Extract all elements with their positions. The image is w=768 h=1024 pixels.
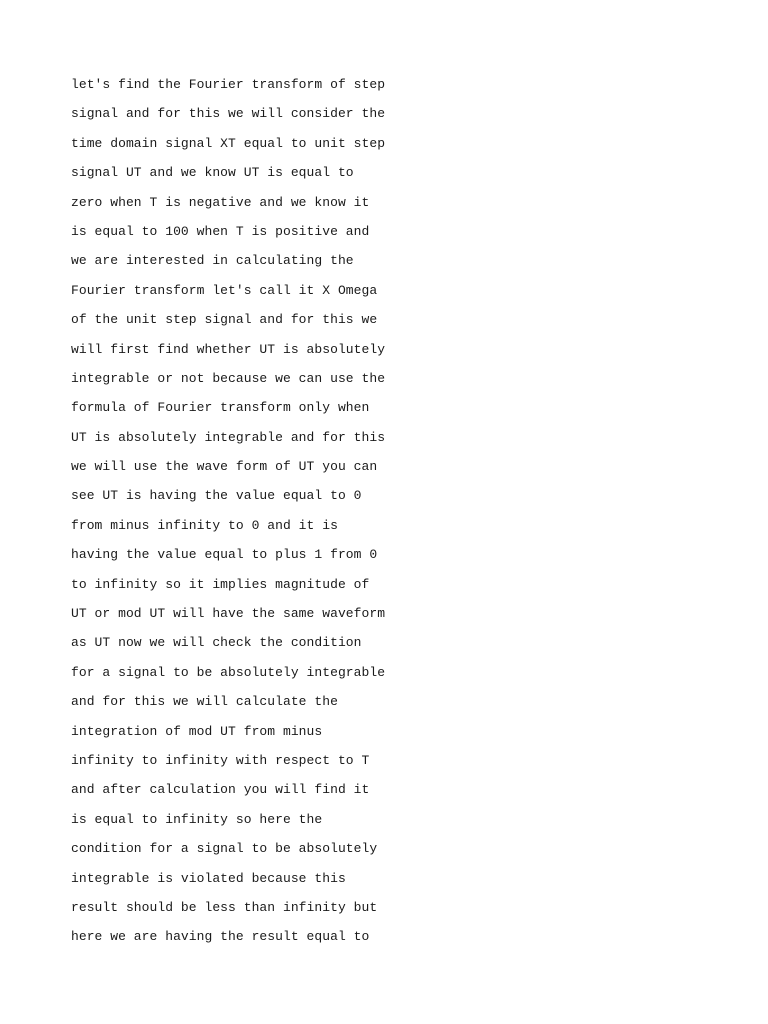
text-line: integrable or not because we can use the [71, 370, 386, 386]
text-line: condition for a signal to be absolutely [71, 841, 378, 857]
text-line: integration of mod UT from minus [71, 723, 323, 739]
text-line: here we are having the result equal to [71, 929, 370, 945]
text-line: integrable is violated because this [71, 870, 346, 886]
text-line: let's find the Fourier transform of step [71, 77, 386, 92]
text-line: formula of Fourier transform only when [71, 400, 370, 416]
text-line: time domain signal XT equal to unit step [71, 135, 386, 151]
text-line: UT or mod UT will have the same waveform [71, 606, 386, 622]
text-line: and after calculation you will find it [71, 782, 370, 798]
text-line: is equal to infinity so here the [71, 811, 323, 827]
text-line: UT is absolutely integrable and for this [71, 429, 386, 445]
text-line: is equal to 100 when T is positive and [71, 223, 370, 239]
text-line: signal and for this we will consider the [71, 106, 386, 122]
text-line: Fourier transform let's call it X Omega [71, 282, 378, 298]
text-line: signal UT and we know UT is equal to [71, 165, 354, 181]
text-line: having the value equal to plus 1 from 0 [71, 547, 378, 563]
text-line: will first find whether UT is absolutely [71, 341, 386, 357]
text-line: for a signal to be absolutely integrable [71, 664, 386, 680]
text-line: to infinity so it implies magnitude of [71, 576, 370, 592]
text-line: see UT is having the value equal to 0 [71, 488, 362, 504]
text-line: we are interested in calculating the [71, 253, 354, 269]
text-line: as UT now we will check the condition [71, 635, 362, 651]
text-line: and for this we will calculate the [71, 694, 338, 710]
text-line: from minus infinity to 0 and it is [71, 517, 338, 533]
text-line: result should be less than infinity but [71, 899, 378, 915]
text-line: zero when T is negative and we know it [71, 194, 370, 210]
text-line: of the unit step signal and for this we [71, 312, 378, 328]
text-line: we will use the wave form of UT you can [71, 459, 378, 475]
transcript-text [71, 70, 711, 952]
text-line: infinity to infinity with respect to T [71, 752, 370, 768]
